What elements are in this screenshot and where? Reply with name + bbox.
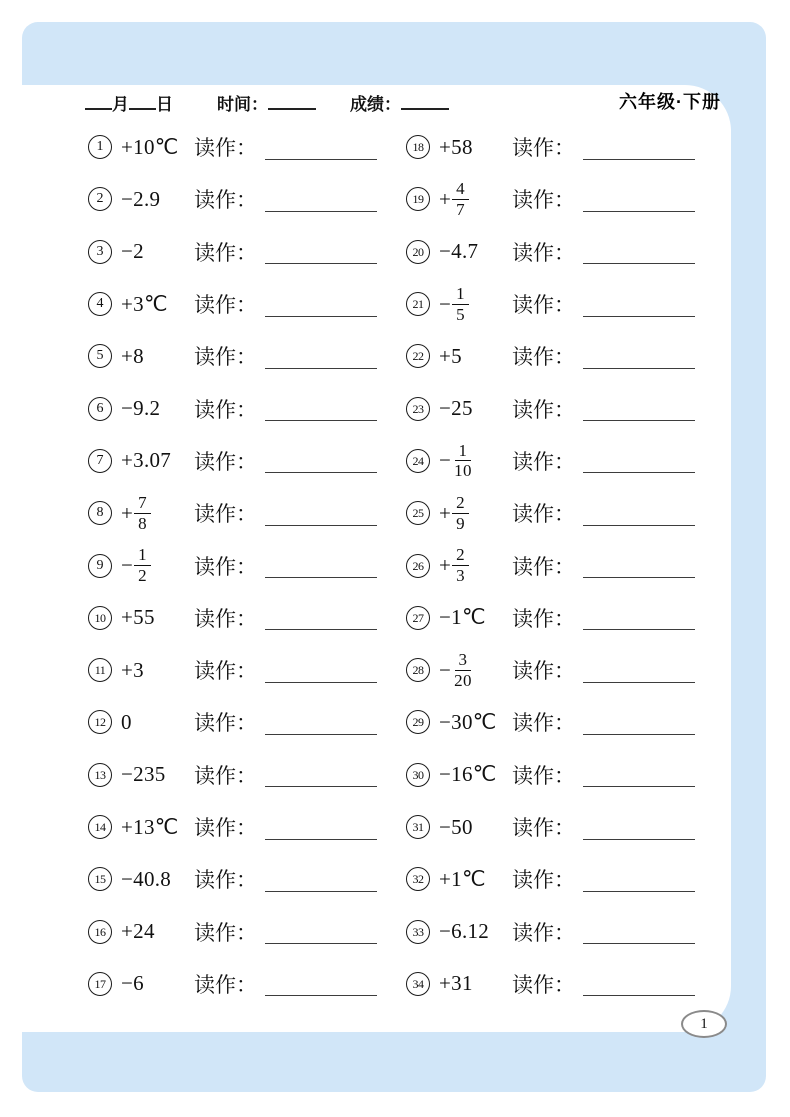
read-as-label: 读作： xyxy=(194,345,257,370)
read-as-label: 读作： xyxy=(512,763,575,788)
fraction-sign: − xyxy=(439,291,452,316)
fraction-sign: − xyxy=(439,657,452,682)
page-number xyxy=(681,1010,727,1038)
item-number-badge: 17 xyxy=(88,972,112,996)
exercise-row xyxy=(406,226,711,278)
read-as-label: 读作： xyxy=(512,449,575,474)
item-number-badge: 27 xyxy=(406,606,430,630)
answer-blank xyxy=(265,472,377,473)
answer-blank xyxy=(265,420,377,421)
fraction-sign: + xyxy=(439,500,452,525)
item-number-badge: 18 xyxy=(406,135,430,159)
item-value xyxy=(121,545,194,585)
item-value: −6 xyxy=(121,971,144,996)
item-number-badge: 13 xyxy=(88,763,112,787)
fraction-stack xyxy=(452,284,469,324)
answer-blank xyxy=(583,211,695,212)
exercise-row xyxy=(406,173,711,225)
fraction-stack xyxy=(452,650,474,690)
item-value: +3℃ xyxy=(121,291,168,316)
exercise-row xyxy=(88,435,393,487)
exercise-row xyxy=(88,330,393,382)
answer-blank xyxy=(583,263,695,264)
read-as-label: 读作： xyxy=(512,502,575,527)
answer-blank xyxy=(265,577,377,578)
answer-blank xyxy=(265,525,377,526)
answer-blank xyxy=(265,682,377,683)
read-as-label: 读作： xyxy=(512,659,575,684)
item-value: −40.8 xyxy=(121,866,172,891)
answer-blank xyxy=(583,839,695,840)
item-value xyxy=(439,545,512,585)
score-label: 成绩： xyxy=(350,95,401,114)
answer-blank xyxy=(583,629,695,630)
exercise-row xyxy=(406,435,711,487)
fraction-sign: − xyxy=(121,553,134,578)
read-as-label: 读作： xyxy=(512,136,575,161)
exercise-row xyxy=(406,330,711,382)
fraction-stack xyxy=(452,179,469,219)
read-as-label: 读作： xyxy=(194,240,257,265)
fraction-denominator: 2 xyxy=(138,566,147,586)
answer-blank xyxy=(583,891,695,892)
answer-blank xyxy=(583,159,695,160)
read-as-label: 读作： xyxy=(194,502,257,527)
exercise-row xyxy=(406,382,711,434)
exercise-row xyxy=(88,539,393,591)
fraction-value xyxy=(439,545,469,585)
item-value: +31 xyxy=(439,971,473,996)
item-value: +10℃ xyxy=(121,134,179,159)
read-as-label: 读作： xyxy=(512,293,575,318)
item-value xyxy=(439,650,512,690)
item-number-badge: 11 xyxy=(88,658,112,682)
fraction-value xyxy=(439,650,474,690)
item-value: 0 xyxy=(121,709,132,734)
fraction-value xyxy=(439,441,474,481)
answer-blank xyxy=(265,263,377,264)
item-number-badge: 4 xyxy=(88,292,112,316)
item-value xyxy=(439,493,512,533)
read-as-label: 读作： xyxy=(194,659,257,684)
fraction-value xyxy=(439,284,469,324)
fraction-numerator: 2 xyxy=(452,545,469,566)
fraction-value xyxy=(121,493,151,533)
item-value xyxy=(439,441,512,481)
item-value: −235 xyxy=(121,762,166,787)
fraction-sign: + xyxy=(121,500,134,525)
exercise-row xyxy=(88,853,393,905)
answer-blank xyxy=(265,368,377,369)
fraction-sign: − xyxy=(439,448,452,473)
read-as-label: 读作： xyxy=(194,397,257,422)
answer-blank xyxy=(265,629,377,630)
item-number-badge: 22 xyxy=(406,344,430,368)
read-as-label: 读作： xyxy=(194,606,257,631)
fraction-numerator: 1 xyxy=(455,441,472,462)
read-as-label: 读作： xyxy=(194,136,257,161)
item-number-badge: 26 xyxy=(406,554,430,578)
fraction-numerator: 1 xyxy=(134,545,151,566)
item-value xyxy=(121,493,194,533)
fraction-denominator: 20 xyxy=(454,670,472,690)
fraction-numerator: 2 xyxy=(452,493,469,514)
answer-blank xyxy=(265,211,377,212)
item-number-badge: 21 xyxy=(406,292,430,316)
fraction-value xyxy=(121,545,151,585)
item-number-badge: 15 xyxy=(88,867,112,891)
item-number-badge: 24 xyxy=(406,449,430,473)
read-as-label: 读作： xyxy=(194,293,257,318)
item-number-badge: 5 xyxy=(88,344,112,368)
item-value: −2.9 xyxy=(121,186,161,211)
item-number-badge: 31 xyxy=(406,815,430,839)
read-as-label: 读作： xyxy=(194,554,257,579)
item-value: −16℃ xyxy=(439,762,497,787)
answer-blank xyxy=(265,943,377,944)
fraction-stack xyxy=(134,545,151,585)
fraction-stack xyxy=(134,493,151,533)
read-as-label: 读作： xyxy=(512,188,575,213)
read-as-label: 读作： xyxy=(512,345,575,370)
fraction-stack xyxy=(452,441,474,481)
fraction-stack xyxy=(452,493,469,533)
exercise-row xyxy=(406,592,711,644)
answer-blank xyxy=(583,577,695,578)
fraction-sign: + xyxy=(439,186,452,211)
time-blank xyxy=(268,107,316,110)
read-as-label: 读作： xyxy=(194,188,257,213)
item-value: −50 xyxy=(439,814,473,839)
fraction-denominator: 5 xyxy=(456,304,465,324)
answer-blank xyxy=(583,734,695,735)
read-as-label: 读作： xyxy=(194,816,257,840)
item-number-badge: 25 xyxy=(406,501,430,525)
read-as-label: 读作： xyxy=(194,711,257,736)
answer-blank xyxy=(583,472,695,473)
item-value: −25 xyxy=(439,396,473,421)
exercise-row xyxy=(88,905,393,957)
fraction-value xyxy=(439,179,469,219)
answer-blank xyxy=(583,316,695,317)
read-as-label: 读作： xyxy=(194,920,257,945)
exercise-row xyxy=(406,749,711,801)
item-value: +5 xyxy=(439,343,462,368)
item-value xyxy=(439,284,512,324)
exercise-row xyxy=(88,226,393,278)
read-as-label: 读作： xyxy=(512,920,575,945)
item-number-badge: 33 xyxy=(406,920,430,944)
page-number-value: 1 xyxy=(700,1015,708,1032)
read-as-label: 读作： xyxy=(194,868,257,893)
read-as-label: 读作： xyxy=(512,240,575,265)
item-number-badge: 30 xyxy=(406,763,430,787)
exercise-row xyxy=(406,278,711,330)
day-blank xyxy=(129,107,156,110)
answer-blank xyxy=(583,995,695,996)
fraction-denominator: 10 xyxy=(454,461,472,481)
exercise-row xyxy=(88,958,393,1010)
item-value: +58 xyxy=(439,134,473,159)
item-number-badge: 12 xyxy=(88,710,112,734)
fraction-denominator: 3 xyxy=(456,566,465,586)
item-number-badge: 2 xyxy=(88,187,112,211)
exercise-row xyxy=(88,644,393,696)
item-number-badge: 23 xyxy=(406,397,430,421)
answer-blank xyxy=(265,159,377,160)
read-as-label: 读作： xyxy=(194,449,257,474)
item-number-badge: 32 xyxy=(406,867,430,891)
item-number-badge: 16 xyxy=(88,920,112,944)
score-field xyxy=(350,90,449,115)
item-value: −9.2 xyxy=(121,396,161,421)
exercise-row xyxy=(88,696,393,748)
item-number-badge: 8 xyxy=(88,501,112,525)
answer-blank xyxy=(265,316,377,317)
exercise-row xyxy=(88,173,393,225)
item-number-badge: 20 xyxy=(406,240,430,264)
exercise-row xyxy=(406,853,711,905)
read-as-label: 读作： xyxy=(512,554,575,579)
item-value: +55 xyxy=(121,605,155,630)
answer-blank xyxy=(265,786,377,787)
answer-blank xyxy=(265,891,377,892)
day-label: 日 xyxy=(156,95,173,114)
item-number-badge: 10 xyxy=(88,606,112,630)
item-number-badge: 6 xyxy=(88,397,112,421)
item-value: −2 xyxy=(121,239,144,264)
read-as-label: 读作： xyxy=(512,606,575,631)
fraction-numerator: 1 xyxy=(452,284,469,305)
page-header xyxy=(85,90,721,116)
item-number-badge: 28 xyxy=(406,658,430,682)
item-value: −6.12 xyxy=(439,919,490,944)
fraction-stack xyxy=(452,545,469,585)
answer-blank xyxy=(583,682,695,683)
answer-blank xyxy=(583,943,695,944)
item-value: +1℃ xyxy=(439,866,486,891)
item-number-badge: 9 xyxy=(88,554,112,578)
exercise-row xyxy=(88,801,393,853)
read-as-label: 读作： xyxy=(194,763,257,788)
fraction-denominator: 9 xyxy=(456,513,465,533)
fraction-numerator: 4 xyxy=(452,179,469,200)
read-as-label: 读作： xyxy=(194,972,257,997)
exercise-row xyxy=(406,121,711,173)
exercise-column-right xyxy=(406,121,711,1010)
exercise-row xyxy=(88,487,393,539)
answer-blank xyxy=(265,839,377,840)
item-value: +24 xyxy=(121,919,155,944)
fraction-denominator: 7 xyxy=(456,199,465,219)
item-number-badge: 3 xyxy=(88,240,112,264)
item-number-badge: 7 xyxy=(88,449,112,473)
exercise-row xyxy=(406,487,711,539)
exercise-row xyxy=(406,905,711,957)
exercise-row xyxy=(88,592,393,644)
item-value: +3 xyxy=(121,657,144,682)
answer-blank xyxy=(583,786,695,787)
fraction-numerator: 3 xyxy=(455,650,472,671)
answer-blank xyxy=(265,734,377,735)
month-blank xyxy=(85,107,112,110)
read-as-label: 读作： xyxy=(512,816,575,840)
item-number-badge: 14 xyxy=(88,815,112,839)
exercise-row xyxy=(88,278,393,330)
answer-blank xyxy=(583,420,695,421)
exercise-row xyxy=(88,382,393,434)
exercise-row xyxy=(406,801,711,853)
item-number-badge: 1 xyxy=(88,135,112,159)
read-as-label: 读作： xyxy=(512,711,575,736)
read-as-label: 读作： xyxy=(512,397,575,422)
answer-blank xyxy=(583,525,695,526)
answer-blank xyxy=(265,995,377,996)
fraction-value xyxy=(439,493,469,533)
fraction-numerator: 7 xyxy=(134,493,151,514)
fraction-denominator: 8 xyxy=(138,513,147,533)
time-label: 时间： xyxy=(217,95,268,114)
item-number-badge: 19 xyxy=(406,187,430,211)
exercise-column-left xyxy=(88,121,393,1010)
item-value: +13℃ xyxy=(121,814,179,839)
item-value xyxy=(439,179,512,219)
item-number-badge: 34 xyxy=(406,972,430,996)
time-field xyxy=(217,90,316,115)
item-number-badge: 29 xyxy=(406,710,430,734)
answer-blank xyxy=(583,368,695,369)
item-value: −30℃ xyxy=(439,709,497,734)
fraction-sign: + xyxy=(439,553,452,578)
month-label: 月 xyxy=(112,95,129,114)
date-field xyxy=(85,90,173,115)
read-as-label: 读作： xyxy=(512,972,575,997)
edition-badge: 六年级·下册 xyxy=(619,92,721,112)
exercise-row xyxy=(88,749,393,801)
exercise-row xyxy=(406,958,711,1010)
item-value: +8 xyxy=(121,343,144,368)
exercise-row xyxy=(406,644,711,696)
exercise-row xyxy=(406,539,711,591)
score-blank xyxy=(401,107,449,110)
item-value: +3.07 xyxy=(121,448,172,473)
exercise-row xyxy=(406,696,711,748)
exercise-row xyxy=(88,121,393,173)
read-as-label: 读作： xyxy=(512,868,575,893)
item-value: −1℃ xyxy=(439,605,486,630)
item-value: −4.7 xyxy=(439,239,479,264)
